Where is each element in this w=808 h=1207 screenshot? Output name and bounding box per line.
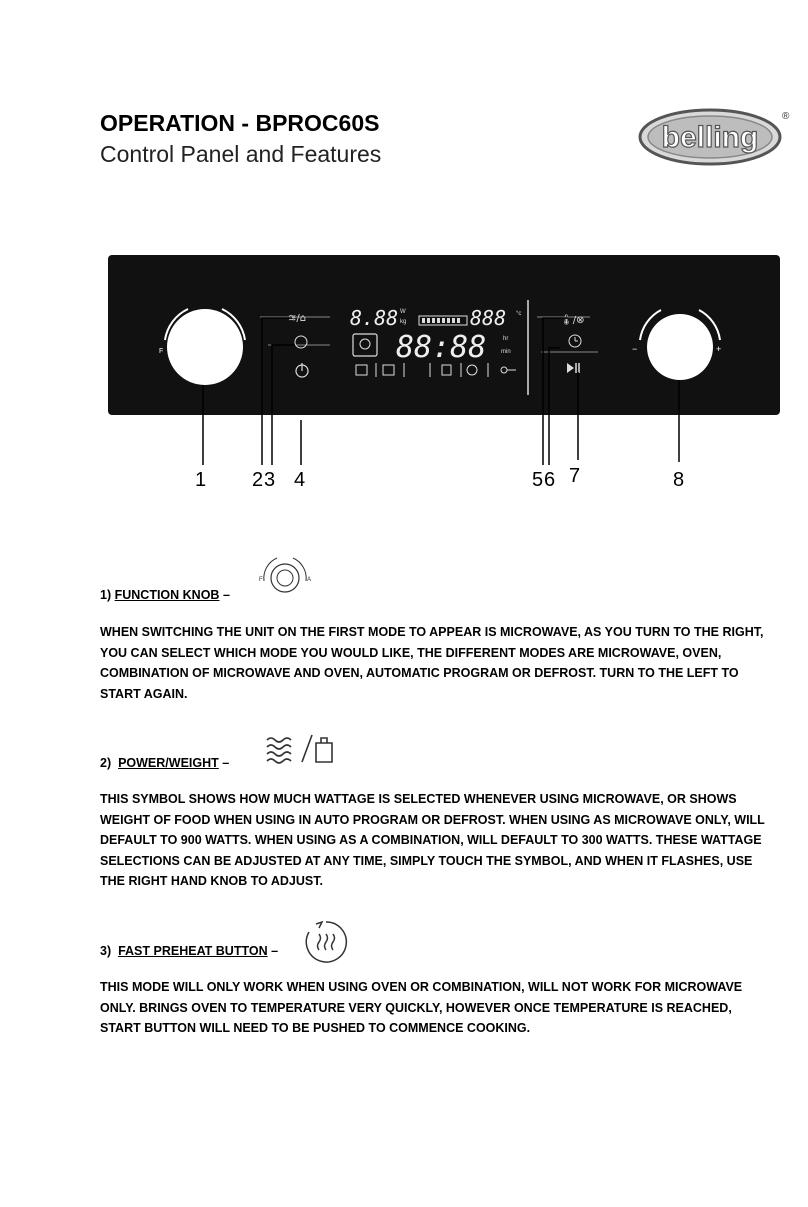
section-1-text: WHEN SWITCHING THE UNIT ON THE FIRST MODE TO APPEAR IS MICROWAVE, AS YOU TURN TO THE RIGHT, YOU CAN SELECT WHICH MODE YOU WOULD LIKE, THE DIFFERENT MODES ARE MICROWAVE, OVEN, COMBINATION OF MICROWAVE AND OVEN, AUTOMATIC PROGRAM OR DEFROST. TURN TO THE LEFT TO START AGAIN.: [100, 625, 764, 701]
callout-8: 8: [673, 469, 685, 491]
page-title: OPERATION - BPROC60S: [100, 110, 380, 136]
section-1-heading: 1) FUNCTION KNOB –: [100, 588, 230, 602]
section-2-heading: 2) POWER/WEIGHT –: [100, 756, 230, 770]
svg-text:−: −: [632, 344, 638, 354]
svg-text:W: W: [400, 309, 406, 315]
svg-text:≋/⌂: ≋/⌂: [288, 313, 307, 324]
section-3-heading: 3) FAST PREHEAT BUTTON –: [100, 944, 279, 958]
brand-text: belling: [661, 121, 759, 154]
page-subtitle: Control Panel and Features: [100, 141, 382, 167]
svg-text:°c: °c: [516, 311, 522, 317]
callout-lines: [0, 0, 808, 500]
fast-preheat-icon: [302, 918, 350, 966]
function-knob-icon: [255, 555, 317, 603]
callout-2: 2: [252, 469, 264, 491]
svg-text:+: +: [716, 344, 722, 354]
callout-4: 4: [294, 469, 306, 491]
power-weight-icon: [265, 732, 337, 766]
section-3-text: THIS MODE WILL ONLY WORK WHEN USING OVEN OR COMBINATION, WILL NOT WORK FOR MICROWAVE ONLY. BRINGS OVEN TO TEMPERATURE VERY QUICKLY, HOWEVER ONCE TEMPERATURE IS REACHED, START BUTTON WILL NEED TO BE PUSHED TO COMMENCE COOKING.: [100, 980, 743, 1035]
svg-text:A: A: [235, 348, 240, 355]
power-display: 8.88: [350, 306, 399, 330]
svg-text:hr: hr: [503, 336, 509, 342]
registered-mark: ®: [782, 111, 790, 122]
callout-1: 1: [195, 469, 207, 491]
svg-text:kg: kg: [400, 319, 407, 325]
temp-display: 888: [470, 306, 507, 330]
callout-6: 6: [544, 469, 556, 491]
svg-text:F: F: [259, 577, 263, 583]
time-display: 88:88: [396, 330, 487, 365]
section-2-text: THIS SYMBOL SHOWS HOW MUCH WATTAGE IS SELECTED WHENEVER USING MICROWAVE, OR SHOWS WEIGHT OF FOOD WHEN USING IN AUTO PROGRAM OR DEFROST. WHEN USING AS MICROWAVE ONLY, WILL DEFAULT TO 900 WATTS. WHEN USING AS A COMBINATION, WILL DEFAULT TO 300 WATTS. THESE WATTAGE SELECTIONS CAN BE ADJUSTED AT ANY TIME, SIMPLY TOUCH THE SYMBOL, AND WHEN IT FLASHES, USE THE RIGHT HAND KNOB TO ADJUST.: [100, 792, 765, 888]
svg-text:min: min: [501, 349, 511, 355]
callout-5: 5: [532, 469, 544, 491]
callout-3: 3: [264, 469, 276, 491]
callout-7: 7: [569, 465, 581, 487]
svg-text:A: A: [307, 577, 312, 583]
svg-text:F: F: [159, 348, 164, 355]
svg-text:🌡/⊗: 🌡/⊗: [560, 315, 585, 326]
